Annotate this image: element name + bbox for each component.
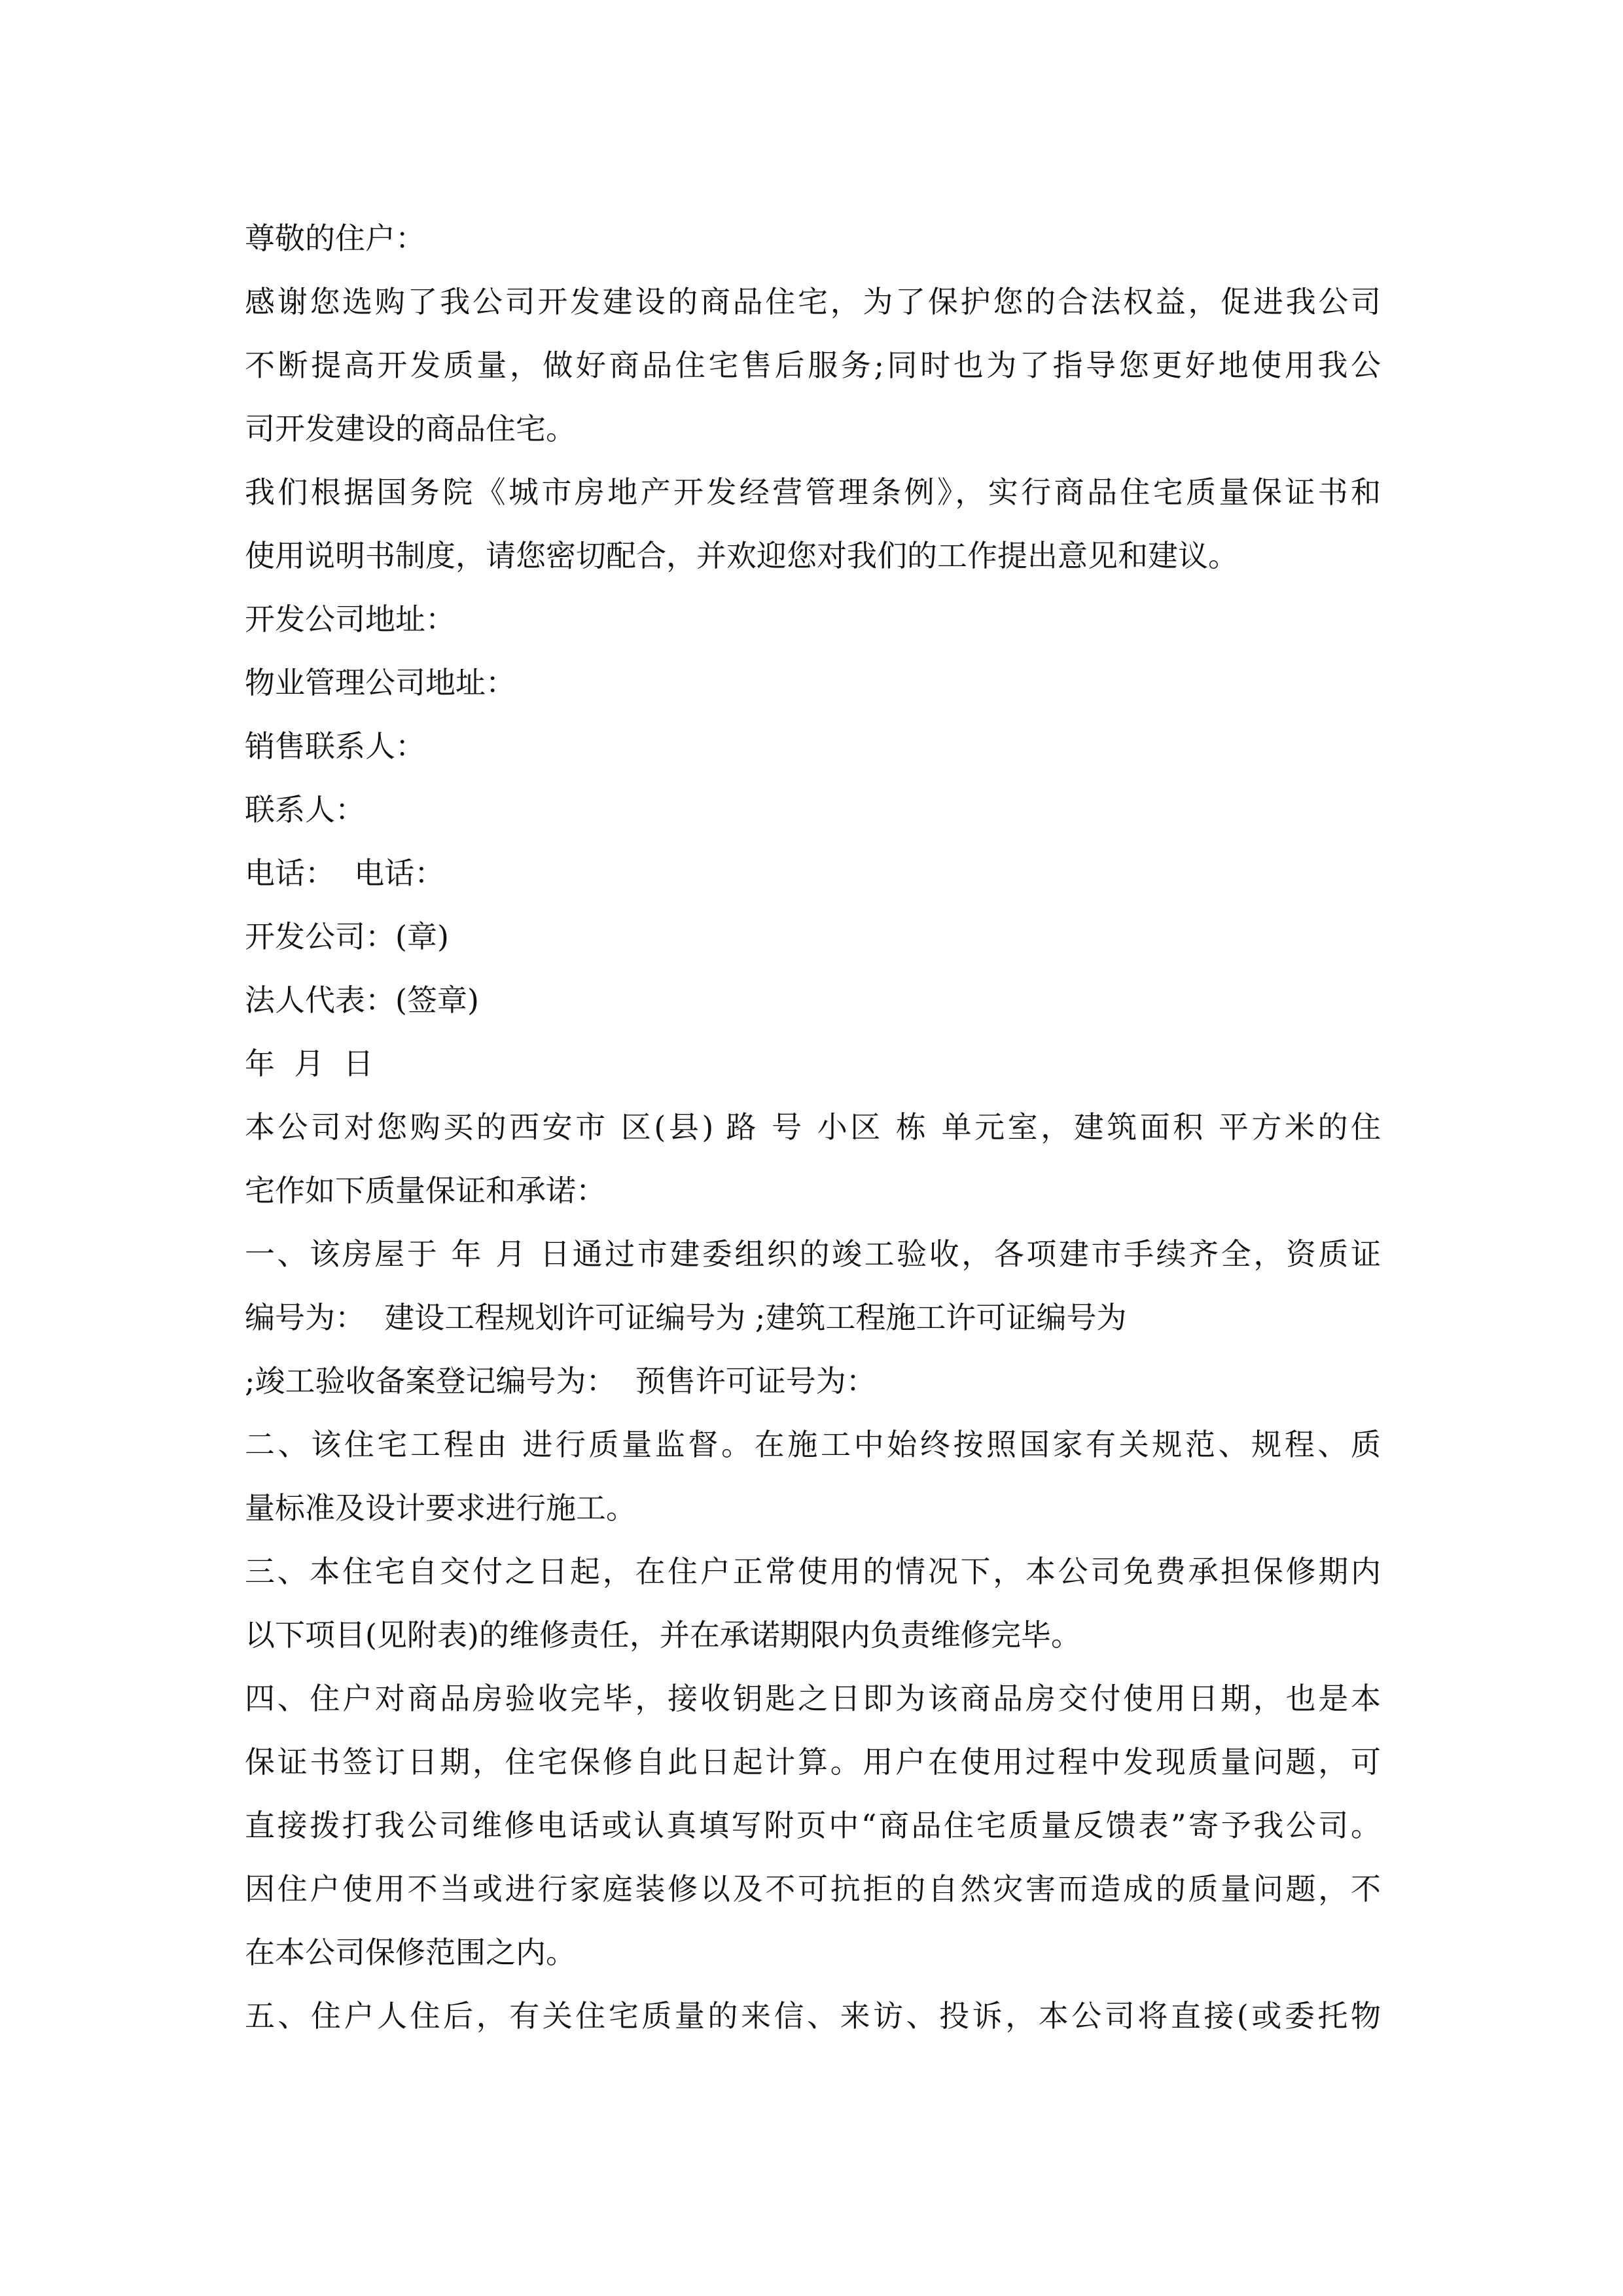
clause-5-line: 五、住户人住后，有关住宅质量的来信、来访、投诉，本公司将直接(或委托物 — [245, 1998, 1381, 2034]
clause-2-line: 二、该住宅工程由 进行质量监督。在施工中始终按照国家有关规范、规程、质 — [245, 1427, 1381, 1462]
clause-4-line: 在本公司保修范围之内。 — [245, 1935, 576, 1970]
developer-address-field: 开发公司地址： — [245, 601, 455, 637]
clause-4-line: 直接拨打我公司维修电话或认真填写附页中“商品住宅质量反馈表”寄予我公司。 — [245, 1808, 1381, 1843]
clause-4-line: 四、住户对商品房验收完毕，接收钥匙之日即为该商品房交付使用日期，也是本 — [245, 1681, 1381, 1716]
clause-3-line: 以下项目(见附表)的维修责任，并在承诺期限内负责维修完毕。 — [245, 1617, 1081, 1653]
property-management-address-field: 物业管理公司地址： — [245, 665, 516, 700]
salutation: 尊敬的住户： — [245, 221, 425, 256]
clause-2-line: 量标准及设计要求进行施工。 — [245, 1490, 636, 1526]
clause-1-line: 编号为： 建设工程规划许可证编号为 ;建筑工程施工许可证编号为 — [245, 1300, 1127, 1335]
phone-fields: 电话： 电话： — [245, 855, 445, 891]
clause-1-line: ;竣工验收备案登记编号为： 预售许可证号为： — [245, 1363, 876, 1399]
clause-1-line: 一、该房屋于 年 月 日通过市建委组织的竣工验收，各项建市手续齐全，资质证 — [245, 1236, 1381, 1272]
paragraph-line: 本公司对您购买的西安市 区(县) 路 号 小区 栋 单元室，建筑面积 平方米的住 — [245, 1109, 1381, 1145]
paragraph-line: 感谢您选购了我公司开发建设的商品住宅，为了保护您的合法权益，促进我公司 — [245, 284, 1381, 319]
paragraph-line: 我们根据国务院《城市房地产开发经营管理条例》，实行商品住宅质量保证书和 — [245, 475, 1381, 510]
paragraph-line: 司开发建设的商品住宅。 — [245, 411, 576, 446]
clause-4-line: 保证书签订日期，住宅保修自此日起计算。用户在使用过程中发现质量问题，可 — [245, 1744, 1381, 1780]
paragraph-line: 宅作如下质量保证和承诺： — [245, 1173, 606, 1208]
clause-3-line: 三、本住宅自交付之日起，在住户正常使用的情况下，本公司免费承担保修期内 — [245, 1554, 1381, 1589]
date-field: 年 月 日 — [245, 1046, 374, 1081]
paragraph-line: 不断提高开发质量，做好商品住宅售后服务;同时也为了指导您更好地使用我公 — [245, 348, 1381, 383]
clause-4-line: 因住户使用不当或进行家庭装修以及不可抗拒的自然灾害而造成的质量问题，不 — [245, 1871, 1381, 1907]
developer-seal-field: 开发公司：(章) — [245, 919, 449, 954]
sales-contact-field: 销售联系人： — [245, 728, 425, 764]
contact-field: 联系人： — [245, 792, 365, 827]
legal-representative-field: 法人代表：(签章) — [245, 982, 479, 1018]
document-body — [245, 207, 1381, 2048]
paragraph-line: 使用说明书制度，请您密切配合，并欢迎您对我们的工作提出意见和建议。 — [245, 538, 1238, 573]
